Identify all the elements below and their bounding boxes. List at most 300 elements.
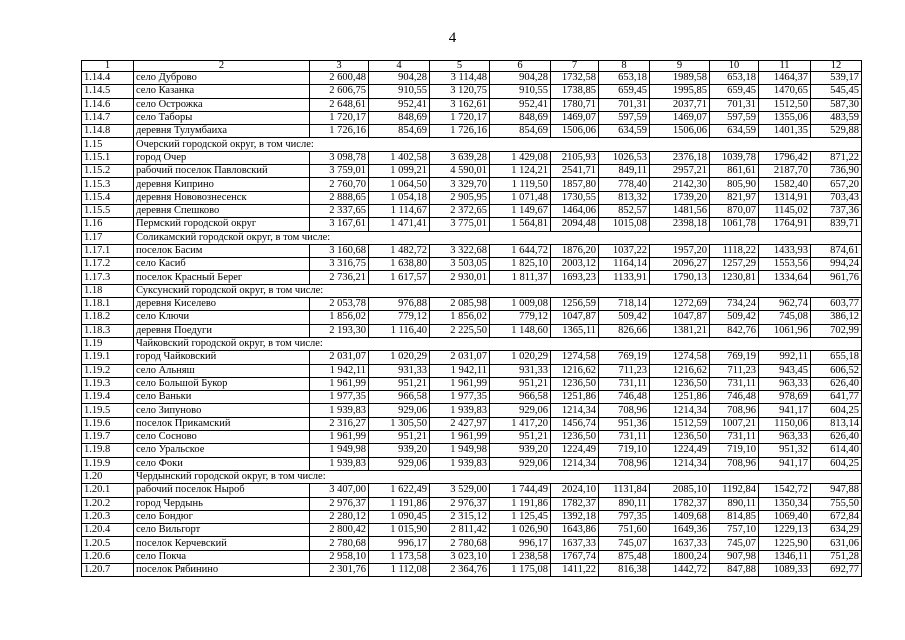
value-cell-col-12: 703,43 bbox=[811, 191, 862, 204]
value-cell-col-9: 1272,69 bbox=[650, 298, 710, 311]
value-cell-col-5: 2 364,76 bbox=[430, 563, 490, 576]
value-cell-col-5: 1 961,99 bbox=[430, 377, 490, 390]
value-cell-col-3: 2 193,30 bbox=[310, 324, 369, 337]
value-cell-col-6: 904,28 bbox=[490, 72, 551, 85]
value-cell-col-6: 1 020,29 bbox=[490, 351, 551, 364]
value-cell-col-7: 1464,06 bbox=[551, 204, 599, 217]
section-row bbox=[82, 231, 862, 244]
value-cell-col-8: 890,11 bbox=[599, 497, 650, 510]
value-cell-col-4: 1 020,29 bbox=[369, 351, 430, 364]
value-cell-col-9: 1506,06 bbox=[650, 125, 710, 138]
row-code: 1.19.2 bbox=[82, 364, 134, 377]
table-row bbox=[82, 550, 862, 563]
value-cell-col-12: 657,20 bbox=[811, 178, 862, 191]
value-cell-col-6: 1 119,50 bbox=[490, 178, 551, 191]
value-cell-col-12: 672,84 bbox=[811, 510, 862, 523]
value-cell-col-7: 1780,71 bbox=[551, 98, 599, 111]
value-cell-col-8: 719,10 bbox=[599, 444, 650, 457]
value-cell-col-12: 529,88 bbox=[811, 125, 862, 138]
table-row bbox=[82, 444, 862, 457]
value-cell-col-4: 951,21 bbox=[369, 431, 430, 444]
value-cell-col-7: 1216,62 bbox=[551, 364, 599, 377]
value-cell-col-8: 708,96 bbox=[599, 457, 650, 470]
value-cell-col-5: 2 031,07 bbox=[430, 351, 490, 364]
value-cell-col-4: 1 173,58 bbox=[369, 550, 430, 563]
table-row bbox=[82, 404, 862, 417]
table-row bbox=[82, 457, 862, 470]
table-row bbox=[82, 165, 862, 178]
value-cell-col-9: 1637,33 bbox=[650, 537, 710, 550]
value-cell-col-3: 1 949,98 bbox=[310, 444, 369, 457]
value-cell-col-8: 826,66 bbox=[599, 324, 650, 337]
value-cell-col-3: 3 160,68 bbox=[310, 244, 369, 257]
column-header-3: 3 bbox=[310, 61, 369, 72]
value-cell-col-8: 711,23 bbox=[599, 364, 650, 377]
value-cell-col-4: 1 191,86 bbox=[369, 497, 430, 510]
row-code: 1.20.7 bbox=[82, 563, 134, 576]
settlement-name: село Дуброво bbox=[134, 72, 310, 85]
row-code: 1.18.3 bbox=[82, 324, 134, 337]
value-cell-col-4: 1 471,41 bbox=[369, 218, 430, 231]
row-code: 1.18.1 bbox=[82, 298, 134, 311]
value-cell-col-5: 1 949,98 bbox=[430, 444, 490, 457]
value-cell-col-3: 3 167,61 bbox=[310, 218, 369, 231]
table-row bbox=[82, 125, 862, 138]
value-cell-col-9: 2085,10 bbox=[650, 484, 710, 497]
settlement-name: деревня Киприно bbox=[134, 178, 310, 191]
value-cell-col-7: 2541,71 bbox=[551, 165, 599, 178]
row-code: 1.20.5 bbox=[82, 537, 134, 550]
row-code: 1.15.3 bbox=[82, 178, 134, 191]
value-cell-col-10: 734,24 bbox=[710, 298, 759, 311]
value-cell-col-5: 1 939,83 bbox=[430, 457, 490, 470]
value-cell-col-3: 2 337,65 bbox=[310, 204, 369, 217]
value-cell-col-11: 962,74 bbox=[759, 298, 811, 311]
table-row bbox=[82, 111, 862, 124]
value-cell-col-3: 1 939,83 bbox=[310, 457, 369, 470]
settlement-name: Пермский городской округ bbox=[134, 218, 310, 231]
row-code: 1.19 bbox=[82, 337, 134, 350]
row-code: 1.19.1 bbox=[82, 351, 134, 364]
value-cell-col-5: 3 529,00 bbox=[430, 484, 490, 497]
value-cell-col-12: 606,52 bbox=[811, 364, 862, 377]
value-cell-col-11: 1346,11 bbox=[759, 550, 811, 563]
value-cell-col-7: 1782,37 bbox=[551, 497, 599, 510]
value-cell-col-9: 1989,58 bbox=[650, 72, 710, 85]
value-cell-col-9: 2142,30 bbox=[650, 178, 710, 191]
value-cell-col-12: 751,28 bbox=[811, 550, 862, 563]
value-cell-col-10: 821,97 bbox=[710, 191, 759, 204]
value-cell-col-10: 708,96 bbox=[710, 404, 759, 417]
value-cell-col-11: 745,08 bbox=[759, 311, 811, 324]
settlement-name: село Зипуново bbox=[134, 404, 310, 417]
value-cell-col-10: 847,88 bbox=[710, 563, 759, 576]
settlement-name: поселок Керчевский bbox=[134, 537, 310, 550]
table-row bbox=[82, 311, 862, 324]
value-cell-col-4: 952,41 bbox=[369, 98, 430, 111]
table-row bbox=[82, 191, 862, 204]
table-body bbox=[82, 72, 862, 577]
value-cell-col-9: 1800,24 bbox=[650, 550, 710, 563]
value-cell-col-9: 1047,87 bbox=[650, 311, 710, 324]
value-cell-col-12: 736,90 bbox=[811, 165, 862, 178]
row-code: 1.19.4 bbox=[82, 391, 134, 404]
settlement-name: село Касиб bbox=[134, 258, 310, 271]
value-cell-col-5: 2 930,01 bbox=[430, 271, 490, 284]
value-cell-col-12: 692,77 bbox=[811, 563, 862, 576]
value-cell-col-11: 978,69 bbox=[759, 391, 811, 404]
value-cell-col-6: 1 149,67 bbox=[490, 204, 551, 217]
value-cell-col-8: 951,36 bbox=[599, 417, 650, 430]
value-cell-col-10: 769,19 bbox=[710, 351, 759, 364]
value-cell-col-12: 386,12 bbox=[811, 311, 862, 324]
table-row bbox=[82, 151, 862, 164]
value-cell-col-3: 2 316,27 bbox=[310, 417, 369, 430]
value-cell-col-10: 701,31 bbox=[710, 98, 759, 111]
value-cell-col-12: 874,61 bbox=[811, 244, 862, 257]
column-header-4: 4 bbox=[369, 61, 430, 72]
value-cell-col-10: 708,96 bbox=[710, 457, 759, 470]
value-cell-col-7: 2003,12 bbox=[551, 258, 599, 271]
value-cell-col-3: 2 301,76 bbox=[310, 563, 369, 576]
value-cell-col-11: 1150,06 bbox=[759, 417, 811, 430]
value-cell-col-4: 1 305,50 bbox=[369, 417, 430, 430]
value-cell-col-12: 626,40 bbox=[811, 377, 862, 390]
value-cell-col-5: 2 905,95 bbox=[430, 191, 490, 204]
value-cell-col-3: 2 600,48 bbox=[310, 72, 369, 85]
value-cell-col-3: 2 648,61 bbox=[310, 98, 369, 111]
row-code: 1.15.2 bbox=[82, 165, 134, 178]
row-code: 1.18.2 bbox=[82, 311, 134, 324]
column-header-6: 6 bbox=[490, 61, 551, 72]
value-cell-col-6: 779,12 bbox=[490, 311, 551, 324]
value-cell-col-11: 941,17 bbox=[759, 457, 811, 470]
value-cell-col-5: 2 780,68 bbox=[430, 537, 490, 550]
value-cell-col-8: 745,07 bbox=[599, 537, 650, 550]
row-code: 1.18 bbox=[82, 284, 134, 297]
table-row bbox=[82, 178, 862, 191]
value-cell-col-6: 966,58 bbox=[490, 391, 551, 404]
value-cell-col-5: 3 120,75 bbox=[430, 85, 490, 98]
value-cell-col-11: 1314,91 bbox=[759, 191, 811, 204]
value-cell-col-11: 1229,13 bbox=[759, 524, 811, 537]
row-code: 1.20.3 bbox=[82, 510, 134, 523]
value-cell-col-9: 1442,72 bbox=[650, 563, 710, 576]
value-cell-col-9: 1782,37 bbox=[650, 497, 710, 510]
value-cell-col-3: 2 888,65 bbox=[310, 191, 369, 204]
value-cell-col-11: 1350,34 bbox=[759, 497, 811, 510]
row-code: 1.19.5 bbox=[82, 404, 134, 417]
column-header-5: 5 bbox=[430, 61, 490, 72]
value-cell-col-7: 2094,48 bbox=[551, 218, 599, 231]
value-cell-col-7: 1236,50 bbox=[551, 377, 599, 390]
value-cell-col-12: 641,77 bbox=[811, 391, 862, 404]
settlement-name: село Альняш bbox=[134, 364, 310, 377]
value-cell-col-9: 2376,18 bbox=[650, 151, 710, 164]
row-code: 1.15.4 bbox=[82, 191, 134, 204]
value-cell-col-12: 545,45 bbox=[811, 85, 862, 98]
settlement-name: село Казанка bbox=[134, 85, 310, 98]
value-cell-col-3: 2 280,12 bbox=[310, 510, 369, 523]
row-code: 1.17 bbox=[82, 231, 134, 244]
value-cell-col-12: 631,06 bbox=[811, 537, 862, 550]
value-cell-col-3: 1 961,99 bbox=[310, 431, 369, 444]
settlement-name: город Чайковский bbox=[134, 351, 310, 364]
column-header-10: 10 bbox=[710, 61, 759, 72]
value-cell-col-8: 731,11 bbox=[599, 377, 650, 390]
value-cell-col-9: 1274,58 bbox=[650, 351, 710, 364]
value-cell-col-8: 813,32 bbox=[599, 191, 650, 204]
value-cell-col-10: 861,61 bbox=[710, 165, 759, 178]
value-cell-col-12: 737,36 bbox=[811, 204, 862, 217]
value-cell-col-7: 1767,74 bbox=[551, 550, 599, 563]
value-cell-col-3: 2 053,78 bbox=[310, 298, 369, 311]
value-cell-col-9: 2398,18 bbox=[650, 218, 710, 231]
value-cell-col-4: 910,55 bbox=[369, 85, 430, 98]
value-cell-col-10: 1257,29 bbox=[710, 258, 759, 271]
settlement-name: село Ваньки bbox=[134, 391, 310, 404]
settlement-name: деревня Тулумбаиха bbox=[134, 125, 310, 138]
value-cell-col-5: 3 775,01 bbox=[430, 218, 490, 231]
row-code: 1.20.4 bbox=[82, 524, 134, 537]
section-title: Суксунский городской округ, в том числе: bbox=[134, 284, 862, 297]
row-code: 1.20 bbox=[82, 470, 134, 483]
settlement-name: поселок Рябинино bbox=[134, 563, 310, 576]
value-cell-col-4: 939,20 bbox=[369, 444, 430, 457]
value-cell-col-3: 2 760,70 bbox=[310, 178, 369, 191]
value-cell-col-7: 1214,34 bbox=[551, 457, 599, 470]
value-cell-col-7: 1506,06 bbox=[551, 125, 599, 138]
table-row bbox=[82, 537, 862, 550]
value-cell-col-4: 1 112,08 bbox=[369, 563, 430, 576]
value-cell-col-5: 1 720,17 bbox=[430, 111, 490, 124]
value-cell-col-3: 2 958,10 bbox=[310, 550, 369, 563]
value-cell-col-7: 1876,20 bbox=[551, 244, 599, 257]
value-cell-col-5: 4 590,01 bbox=[430, 165, 490, 178]
settlement-name: село Ключи bbox=[134, 311, 310, 324]
row-code: 1.14.5 bbox=[82, 85, 134, 98]
value-cell-col-4: 1 090,45 bbox=[369, 510, 430, 523]
table-row bbox=[82, 431, 862, 444]
row-code: 1.14.4 bbox=[82, 72, 134, 85]
value-cell-col-7: 1214,34 bbox=[551, 404, 599, 417]
value-cell-col-9: 1957,20 bbox=[650, 244, 710, 257]
value-cell-col-12: 871,22 bbox=[811, 151, 862, 164]
value-cell-col-6: 1 417,20 bbox=[490, 417, 551, 430]
value-cell-col-11: 1553,56 bbox=[759, 258, 811, 271]
row-code: 1.19.9 bbox=[82, 457, 134, 470]
row-code: 1.14.8 bbox=[82, 125, 134, 138]
value-cell-col-7: 1392,18 bbox=[551, 510, 599, 523]
value-cell-col-6: 996,17 bbox=[490, 537, 551, 550]
table-row bbox=[82, 98, 862, 111]
value-cell-col-4: 929,06 bbox=[369, 457, 430, 470]
value-cell-col-6: 1 009,08 bbox=[490, 298, 551, 311]
row-code: 1.17.3 bbox=[82, 271, 134, 284]
value-cell-col-6: 1 744,49 bbox=[490, 484, 551, 497]
row-code: 1.19.8 bbox=[82, 444, 134, 457]
value-cell-col-7: 1469,07 bbox=[551, 111, 599, 124]
section-row bbox=[82, 138, 862, 151]
value-cell-col-8: 1015,08 bbox=[599, 218, 650, 231]
section-title: Чердынский городской округ, в том числе: bbox=[134, 470, 862, 483]
value-cell-col-5: 3 114,48 bbox=[430, 72, 490, 85]
table-row bbox=[82, 298, 862, 311]
value-cell-col-5: 3 503,05 bbox=[430, 258, 490, 271]
value-cell-col-12: 603,77 bbox=[811, 298, 862, 311]
value-cell-col-9: 1224,49 bbox=[650, 444, 710, 457]
value-cell-col-11: 992,11 bbox=[759, 351, 811, 364]
value-cell-col-5: 3 329,70 bbox=[430, 178, 490, 191]
value-cell-col-6: 1 125,45 bbox=[490, 510, 551, 523]
value-cell-col-5: 1 939,83 bbox=[430, 404, 490, 417]
value-cell-col-8: 634,59 bbox=[599, 125, 650, 138]
table-row bbox=[82, 218, 862, 231]
value-cell-col-3: 1 977,35 bbox=[310, 391, 369, 404]
settlement-name: село Большой Букор bbox=[134, 377, 310, 390]
value-cell-col-11: 1764,91 bbox=[759, 218, 811, 231]
table-row bbox=[82, 324, 862, 337]
value-cell-col-9: 2957,21 bbox=[650, 165, 710, 178]
value-cell-col-11: 1145,02 bbox=[759, 204, 811, 217]
value-cell-col-6: 1 429,08 bbox=[490, 151, 551, 164]
value-cell-col-3: 2 976,37 bbox=[310, 497, 369, 510]
settlement-name: поселок Басим bbox=[134, 244, 310, 257]
section-title: Соликамский городской округ, в том числе: bbox=[134, 231, 862, 244]
value-cell-col-6: 939,20 bbox=[490, 444, 551, 457]
value-cell-col-4: 976,88 bbox=[369, 298, 430, 311]
table-row bbox=[82, 377, 862, 390]
value-cell-col-8: 509,42 bbox=[599, 311, 650, 324]
value-cell-col-8: 1131,84 bbox=[599, 484, 650, 497]
value-cell-col-9: 1236,50 bbox=[650, 431, 710, 444]
value-cell-col-12: 634,29 bbox=[811, 524, 862, 537]
value-cell-col-12: 614,40 bbox=[811, 444, 862, 457]
value-cell-col-4: 1 116,40 bbox=[369, 324, 430, 337]
value-cell-col-12: 626,40 bbox=[811, 431, 862, 444]
settlement-name: поселок Прикамский bbox=[134, 417, 310, 430]
value-cell-col-9: 1739,20 bbox=[650, 191, 710, 204]
value-cell-col-7: 1730,55 bbox=[551, 191, 599, 204]
table-row bbox=[82, 510, 862, 523]
table-row bbox=[82, 524, 862, 537]
settlement-name: село Сосново bbox=[134, 431, 310, 444]
value-cell-col-9: 2096,27 bbox=[650, 258, 710, 271]
value-cell-col-4: 1 114,67 bbox=[369, 204, 430, 217]
settlement-name: поселок Красный Берег bbox=[134, 271, 310, 284]
value-cell-col-8: 701,31 bbox=[599, 98, 650, 111]
row-code: 1.14.6 bbox=[82, 98, 134, 111]
table-row bbox=[82, 244, 862, 257]
value-cell-col-4: 931,33 bbox=[369, 364, 430, 377]
value-cell-col-7: 1251,86 bbox=[551, 391, 599, 404]
value-cell-col-7: 2024,10 bbox=[551, 484, 599, 497]
value-cell-col-5: 2 976,37 bbox=[430, 497, 490, 510]
value-cell-col-3: 1 939,83 bbox=[310, 404, 369, 417]
value-cell-col-7: 1857,80 bbox=[551, 178, 599, 191]
value-cell-col-10: 731,11 bbox=[710, 377, 759, 390]
value-cell-col-6: 951,21 bbox=[490, 431, 551, 444]
value-cell-col-6: 1 148,60 bbox=[490, 324, 551, 337]
section-title: Очерский городской округ, в том числе: bbox=[134, 138, 862, 151]
settlement-name: рабочий поселок Ныроб bbox=[134, 484, 310, 497]
table-row bbox=[82, 72, 862, 85]
value-cell-col-11: 1512,50 bbox=[759, 98, 811, 111]
value-cell-col-8: 769,19 bbox=[599, 351, 650, 364]
row-code: 1.14.7 bbox=[82, 111, 134, 124]
value-cell-col-7: 1256,59 bbox=[551, 298, 599, 311]
value-cell-col-5: 2 372,65 bbox=[430, 204, 490, 217]
row-code: 1.19.7 bbox=[82, 431, 134, 444]
value-cell-col-7: 1047,87 bbox=[551, 311, 599, 324]
value-cell-col-11: 1433,93 bbox=[759, 244, 811, 257]
value-cell-col-12: 839,71 bbox=[811, 218, 862, 231]
value-cell-col-4: 1 064,50 bbox=[369, 178, 430, 191]
settlement-name: село Покча bbox=[134, 550, 310, 563]
value-cell-col-7: 1738,85 bbox=[551, 85, 599, 98]
value-cell-col-11: 1069,40 bbox=[759, 510, 811, 523]
table-row bbox=[82, 497, 862, 510]
value-cell-col-8: 1037,22 bbox=[599, 244, 650, 257]
row-code: 1.17.1 bbox=[82, 244, 134, 257]
value-cell-col-7: 1411,22 bbox=[551, 563, 599, 576]
table-row bbox=[82, 85, 862, 98]
value-cell-col-4: 1 054,18 bbox=[369, 191, 430, 204]
value-cell-col-10: 890,11 bbox=[710, 497, 759, 510]
value-cell-col-5: 3 023,10 bbox=[430, 550, 490, 563]
table-row bbox=[82, 417, 862, 430]
value-cell-col-6: 1 825,10 bbox=[490, 258, 551, 271]
value-cell-col-10: 653,18 bbox=[710, 72, 759, 85]
value-cell-col-10: 805,90 bbox=[710, 178, 759, 191]
value-cell-col-8: 816,38 bbox=[599, 563, 650, 576]
value-cell-col-8: 731,11 bbox=[599, 431, 650, 444]
value-cell-col-6: 929,06 bbox=[490, 457, 551, 470]
row-code: 1.16 bbox=[82, 218, 134, 231]
row-code: 1.15.5 bbox=[82, 204, 134, 217]
value-cell-col-3: 2 736,21 bbox=[310, 271, 369, 284]
value-cell-col-7: 1456,74 bbox=[551, 417, 599, 430]
value-cell-col-7: 1693,23 bbox=[551, 271, 599, 284]
value-cell-col-7: 1365,11 bbox=[551, 324, 599, 337]
value-cell-col-11: 1355,06 bbox=[759, 111, 811, 124]
table-header bbox=[82, 61, 862, 72]
value-cell-col-12: 755,50 bbox=[811, 497, 862, 510]
settlement-name: село Уральское bbox=[134, 444, 310, 457]
row-code: 1.15 bbox=[82, 138, 134, 151]
value-cell-col-11: 1542,72 bbox=[759, 484, 811, 497]
value-cell-col-10: 814,85 bbox=[710, 510, 759, 523]
settlement-name: село Бондюг bbox=[134, 510, 310, 523]
value-cell-col-4: 904,28 bbox=[369, 72, 430, 85]
tariff-table bbox=[81, 60, 862, 577]
settlement-name: деревня Поедуги bbox=[134, 324, 310, 337]
value-cell-col-12: 587,30 bbox=[811, 98, 862, 111]
value-cell-col-4: 779,12 bbox=[369, 311, 430, 324]
table-row bbox=[82, 271, 862, 284]
value-cell-col-3: 1 720,17 bbox=[310, 111, 369, 124]
value-cell-col-6: 931,33 bbox=[490, 364, 551, 377]
value-cell-col-11: 2187,70 bbox=[759, 165, 811, 178]
value-cell-col-9: 2037,71 bbox=[650, 98, 710, 111]
value-cell-col-5: 1 726,16 bbox=[430, 125, 490, 138]
row-code: 1.19.3 bbox=[82, 377, 134, 390]
settlement-name: село Острожка bbox=[134, 98, 310, 111]
value-cell-col-12: 539,17 bbox=[811, 72, 862, 85]
value-cell-col-10: 1118,22 bbox=[710, 244, 759, 257]
value-cell-col-11: 1582,40 bbox=[759, 178, 811, 191]
value-cell-col-10: 659,45 bbox=[710, 85, 759, 98]
